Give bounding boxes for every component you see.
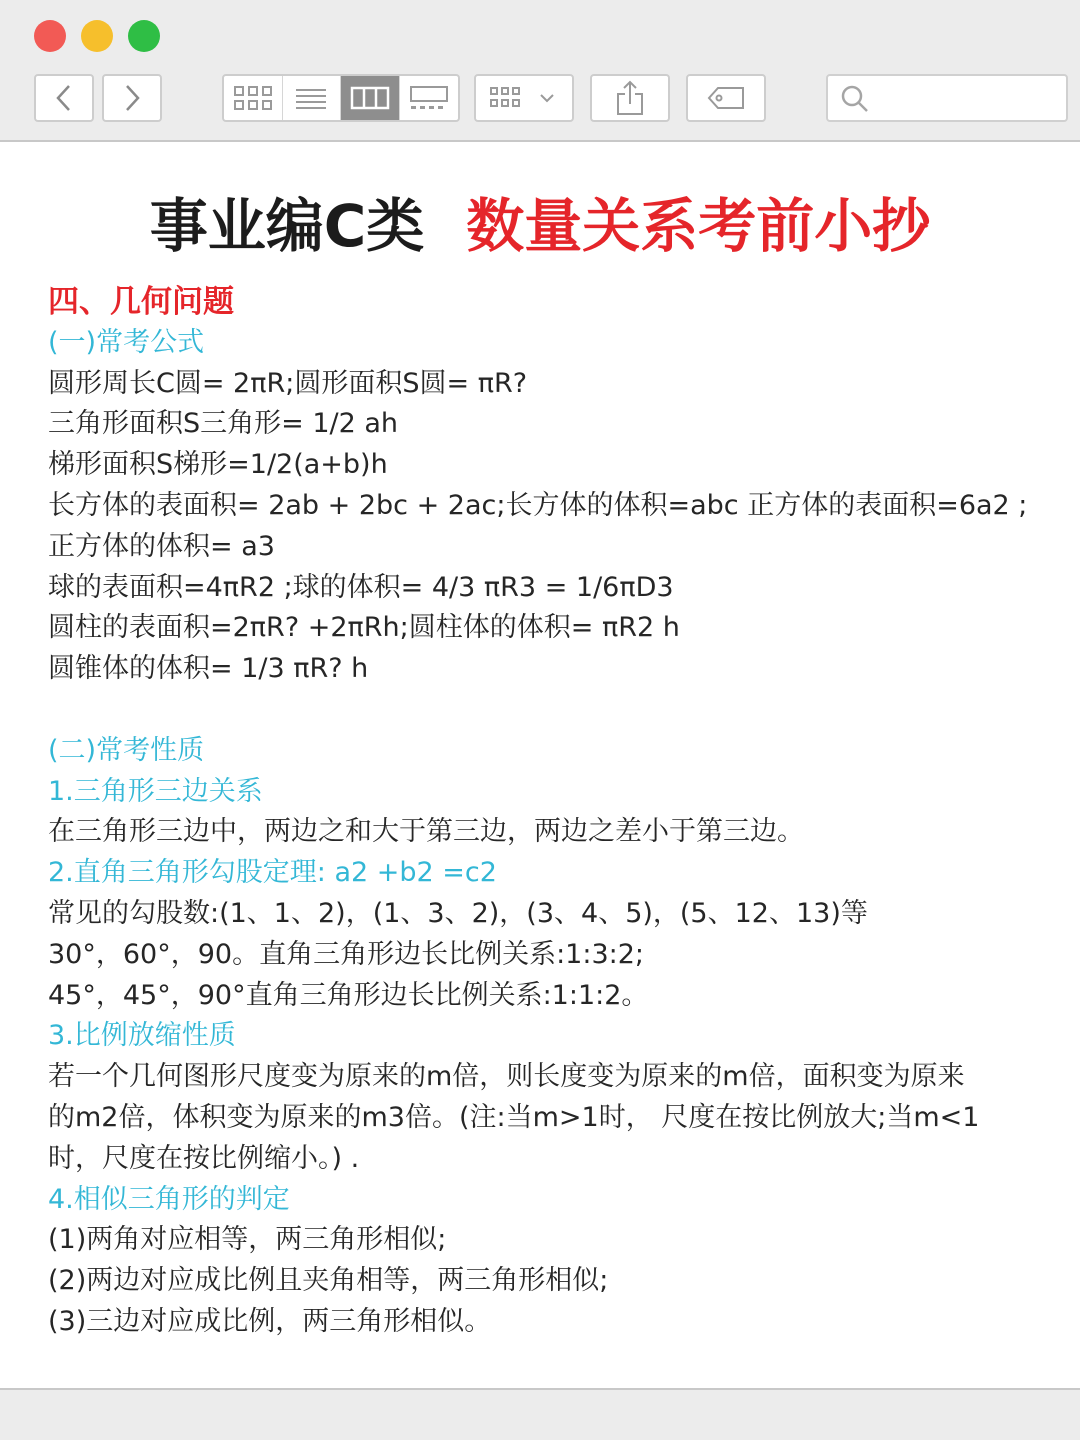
subsection-heading-formulas: (一)常考公式: [48, 326, 205, 358]
minimize-window-button[interactable]: [81, 20, 113, 52]
back-button[interactable]: [34, 74, 94, 122]
document-content: [0, 142, 1080, 1388]
formula-line: 正方体的体积= a3: [48, 530, 275, 562]
forward-button[interactable]: [102, 74, 162, 122]
share-icon: [615, 80, 645, 116]
property-text: 时，尺度在按比例缩小。) .: [48, 1142, 360, 1174]
formula-line: 梯形面积S梯形=1/2(a+b)h: [48, 449, 388, 481]
section-heading: 四、几何问题: [48, 284, 234, 320]
property-text: 若一个几何图形尺度变为原来的m倍，则长度变为原来的m倍，面积变为原来: [48, 1061, 965, 1093]
forward-icon: [121, 83, 143, 113]
view-mode-segmented-control: [222, 74, 460, 122]
page-title: [0, 186, 1080, 266]
subsection-heading-properties: (二)常考性质: [48, 734, 205, 766]
property-text: (2)两边对应成比例且夹角相等，两三角形相似;: [48, 1265, 609, 1297]
property-text: (3)三边对应成比例，两三角形相似。: [48, 1305, 492, 1337]
gallery-view-button[interactable]: [400, 76, 459, 120]
column-view-icon: [350, 86, 390, 110]
icon-view-button[interactable]: [224, 76, 283, 120]
notes-body: [48, 282, 1048, 1343]
property-heading-2: 2.直角三角形勾股定理: a2 +b2 =c2: [48, 857, 497, 889]
formula-line: 圆锥体的体积= 1/3 πR? h: [48, 653, 369, 685]
window-toolbar: [0, 0, 1080, 142]
close-window-button[interactable]: [34, 20, 66, 52]
search-icon: [840, 84, 870, 114]
property-heading-1: 1.三角形三边关系: [48, 775, 263, 807]
spacer: [48, 690, 1048, 731]
page-title-accent: 数量关系考前小抄: [466, 192, 931, 260]
icon-grid-view: [233, 85, 273, 111]
tag-icon: [706, 85, 746, 111]
tag-button[interactable]: [686, 74, 766, 122]
column-view-button[interactable]: [341, 76, 400, 120]
formula-line: 三角形面积S三角形= 1/2 ah: [48, 408, 399, 440]
formula-line: 球的表面积=4πR2 ;球的体积= 4/3 πR3 = 1/6πD3: [48, 571, 674, 603]
property-heading-4: 4.相似三角形的判定: [48, 1183, 290, 1215]
list-view-icon: [294, 86, 328, 110]
window-status-bar: [0, 1388, 1080, 1440]
window-controls: [34, 20, 160, 52]
property-text: 30°，60°，90。直角三角形边长比例关系:1:3:2;: [48, 938, 644, 970]
page-title-main: 事业编C类: [149, 192, 425, 260]
property-text: (1)两角对应相等，两三角形相似;: [48, 1224, 447, 1256]
property-text: 在三角形三边中，两边之和大于第三边，两边之差小于第三边。: [48, 816, 804, 848]
formula-line: 圆形周长C圆= 2πR;圆形面积S圆= πR?: [48, 367, 528, 399]
formula-line: 长方体的表面积= 2ab + 2bc + 2ac;长方体的体积=abc 正方体的表面积=6a2 ;: [48, 489, 1028, 521]
arrange-button[interactable]: [474, 74, 574, 122]
zoom-window-button[interactable]: [128, 20, 160, 52]
property-text: 常见的勾股数:(1、1、2)，(1、3、2)，(3、4、5)，(5、12、13)等: [48, 897, 868, 929]
formula-line: 圆柱的表面积=2πR? +2πRh;圆柱体的体积= πR2 h: [48, 612, 680, 644]
back-icon: [53, 83, 75, 113]
list-view-button[interactable]: [283, 76, 342, 120]
search-field[interactable]: [826, 74, 1068, 122]
property-heading-3: 3.比例放缩性质: [48, 1020, 236, 1052]
property-text: 的m2倍，体积变为原来的m3倍。(注:当m>1时， 尺度在按比例放大;当m<1: [48, 1101, 980, 1133]
share-button[interactable]: [590, 74, 670, 122]
property-text: 45°，45°，90°直角三角形边长比例关系:1:1:2。: [48, 979, 649, 1011]
arrange-icon: [489, 85, 559, 111]
gallery-view-icon: [409, 85, 449, 111]
